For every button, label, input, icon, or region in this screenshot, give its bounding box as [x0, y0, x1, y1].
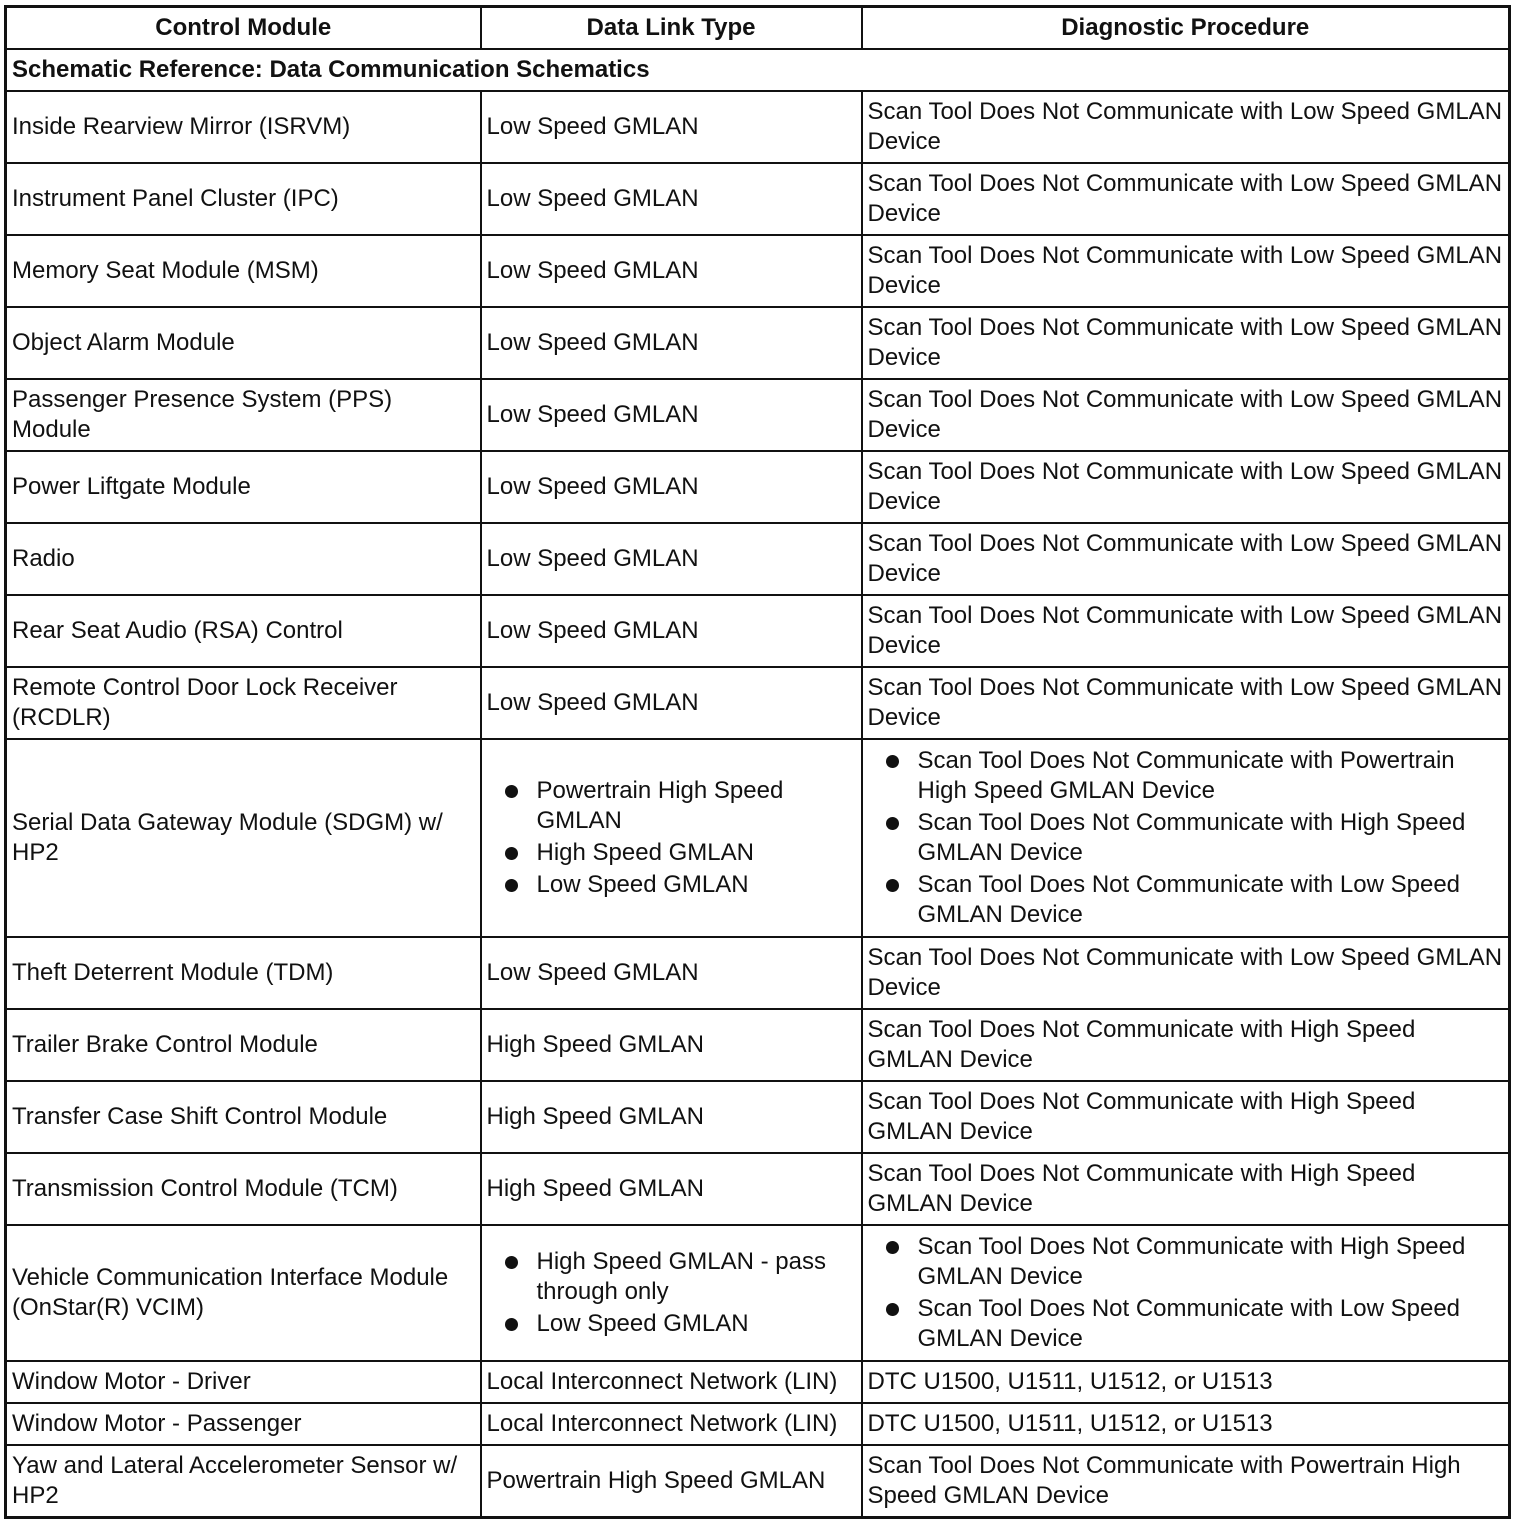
- data-link-cell: [481, 1225, 862, 1361]
- module-cell: Window Motor - Passenger: [6, 1403, 481, 1445]
- procedure-cell: Scan Tool Does Not Communicate with Low Speed GMLAN Device: [862, 91, 1510, 163]
- table-row: [6, 937, 1510, 1009]
- list-item: Scan Tool Does Not Communicate with High Speed GMLAN Device: [868, 808, 1504, 868]
- list-item: Low Speed GMLAN: [487, 870, 856, 900]
- data-link-list: [487, 776, 856, 900]
- data-link-cell: Low Speed GMLAN: [481, 235, 862, 307]
- list-item: Scan Tool Does Not Communicate with Powertrain High Speed GMLAN Device: [868, 746, 1504, 806]
- module-cell: Memory Seat Module (MSM): [6, 235, 481, 307]
- data-link-cell: Local Interconnect Network (LIN): [481, 1403, 862, 1445]
- data-link-cell: Low Speed GMLAN: [481, 307, 862, 379]
- table-row: [6, 235, 1510, 307]
- data-link-cell: Low Speed GMLAN: [481, 595, 862, 667]
- list-item: Scan Tool Does Not Communicate with Low Speed GMLAN Device: [868, 1294, 1504, 1354]
- procedure-cell: [862, 1225, 1510, 1361]
- table-row: [6, 1225, 1510, 1361]
- module-cell: Theft Deterrent Module (TDM): [6, 937, 481, 1009]
- module-cell: Power Liftgate Module: [6, 451, 481, 523]
- table-row: [6, 307, 1510, 379]
- module-cell: Object Alarm Module: [6, 307, 481, 379]
- data-link-cell: Powertrain High Speed GMLAN: [481, 1445, 862, 1518]
- data-link-cell: High Speed GMLAN: [481, 1081, 862, 1153]
- data-link-cell: Low Speed GMLAN: [481, 379, 862, 451]
- module-cell: Radio: [6, 523, 481, 595]
- header-row: [6, 7, 1510, 50]
- procedure-cell: Scan Tool Does Not Communicate with Low Speed GMLAN Device: [862, 163, 1510, 235]
- table-row: [6, 1361, 1510, 1403]
- procedure-cell: Scan Tool Does Not Communicate with Low Speed GMLAN Device: [862, 235, 1510, 307]
- header-diagnostic-procedure: Diagnostic Procedure: [862, 7, 1510, 50]
- procedure-cell: Scan Tool Does Not Communicate with High Speed GMLAN Device: [862, 1153, 1510, 1225]
- schematic-reference-row: [6, 49, 1510, 91]
- table-row: [6, 1445, 1510, 1518]
- procedure-cell: DTC U1500, U1511, U1512, or U1513: [862, 1403, 1510, 1445]
- procedure-cell: DTC U1500, U1511, U1512, or U1513: [862, 1361, 1510, 1403]
- list-item: Scan Tool Does Not Communicate with High Speed GMLAN Device: [868, 1232, 1504, 1292]
- list-item: High Speed GMLAN: [487, 838, 856, 868]
- procedure-cell: Scan Tool Does Not Communicate with Low Speed GMLAN Device: [862, 307, 1510, 379]
- data-link-cell: [481, 739, 862, 937]
- procedure-cell: Scan Tool Does Not Communicate with Low Speed GMLAN Device: [862, 937, 1510, 1009]
- procedure-cell: [862, 739, 1510, 937]
- data-link-cell: Low Speed GMLAN: [481, 451, 862, 523]
- module-cell: Inside Rearview Mirror (ISRVM): [6, 91, 481, 163]
- module-cell: Transmission Control Module (TCM): [6, 1153, 481, 1225]
- procedure-cell: Scan Tool Does Not Communicate with High Speed GMLAN Device: [862, 1009, 1510, 1081]
- procedure-cell: Scan Tool Does Not Communicate with Powertrain High Speed GMLAN Device: [862, 1445, 1510, 1518]
- control-module-table: [4, 5, 1511, 1519]
- table-row: [6, 1081, 1510, 1153]
- table-row: [6, 667, 1510, 739]
- data-link-cell: High Speed GMLAN: [481, 1009, 862, 1081]
- list-item: Low Speed GMLAN: [487, 1309, 856, 1339]
- procedure-cell: Scan Tool Does Not Communicate with Low Speed GMLAN Device: [862, 595, 1510, 667]
- table-row: [6, 1009, 1510, 1081]
- procedure-cell: Scan Tool Does Not Communicate with Low Speed GMLAN Device: [862, 523, 1510, 595]
- table-row: [6, 595, 1510, 667]
- table-row: [6, 523, 1510, 595]
- data-link-cell: Low Speed GMLAN: [481, 667, 862, 739]
- table-row: [6, 451, 1510, 523]
- procedure-cell: Scan Tool Does Not Communicate with High Speed GMLAN Device: [862, 1081, 1510, 1153]
- procedure-cell: Scan Tool Does Not Communicate with Low Speed GMLAN Device: [862, 667, 1510, 739]
- header-data-link-type: Data Link Type: [481, 7, 862, 50]
- data-link-cell: Low Speed GMLAN: [481, 523, 862, 595]
- schematic-reference: Schematic Reference: Data Communication Schematics: [6, 49, 1510, 91]
- module-cell: Yaw and Lateral Accelerometer Sensor w/ HP2: [6, 1445, 481, 1518]
- data-link-cell: High Speed GMLAN: [481, 1153, 862, 1225]
- list-item: High Speed GMLAN - pass through only: [487, 1247, 856, 1307]
- module-cell: Instrument Panel Cluster (IPC): [6, 163, 481, 235]
- list-item: Scan Tool Does Not Communicate with Low Speed GMLAN Device: [868, 870, 1504, 930]
- module-cell: Remote Control Door Lock Receiver (RCDLR): [6, 667, 481, 739]
- procedure-cell: Scan Tool Does Not Communicate with Low Speed GMLAN Device: [862, 379, 1510, 451]
- data-link-cell: Low Speed GMLAN: [481, 937, 862, 1009]
- data-link-list: [487, 1247, 856, 1339]
- module-cell: Vehicle Communication Interface Module (OnStar(R) VCIM): [6, 1225, 481, 1361]
- procedure-list: [868, 746, 1504, 930]
- list-item: Powertrain High Speed GMLAN: [487, 776, 856, 836]
- data-link-cell: Low Speed GMLAN: [481, 163, 862, 235]
- module-cell: Window Motor - Driver: [6, 1361, 481, 1403]
- table-row: [6, 739, 1510, 937]
- module-cell: Transfer Case Shift Control Module: [6, 1081, 481, 1153]
- procedure-list: [868, 1232, 1504, 1354]
- table-row: [6, 1403, 1510, 1445]
- module-cell: Trailer Brake Control Module: [6, 1009, 481, 1081]
- module-cell: Passenger Presence System (PPS) Module: [6, 379, 481, 451]
- table-row: [6, 379, 1510, 451]
- procedure-cell: Scan Tool Does Not Communicate with Low Speed GMLAN Device: [862, 451, 1510, 523]
- module-cell: Rear Seat Audio (RSA) Control: [6, 595, 481, 667]
- data-link-cell: Low Speed GMLAN: [481, 91, 862, 163]
- table-row: [6, 163, 1510, 235]
- header-control-module: Control Module: [6, 7, 481, 50]
- data-link-cell: Local Interconnect Network (LIN): [481, 1361, 862, 1403]
- table-row: [6, 91, 1510, 163]
- table-row: [6, 1153, 1510, 1225]
- module-cell: Serial Data Gateway Module (SDGM) w/ HP2: [6, 739, 481, 937]
